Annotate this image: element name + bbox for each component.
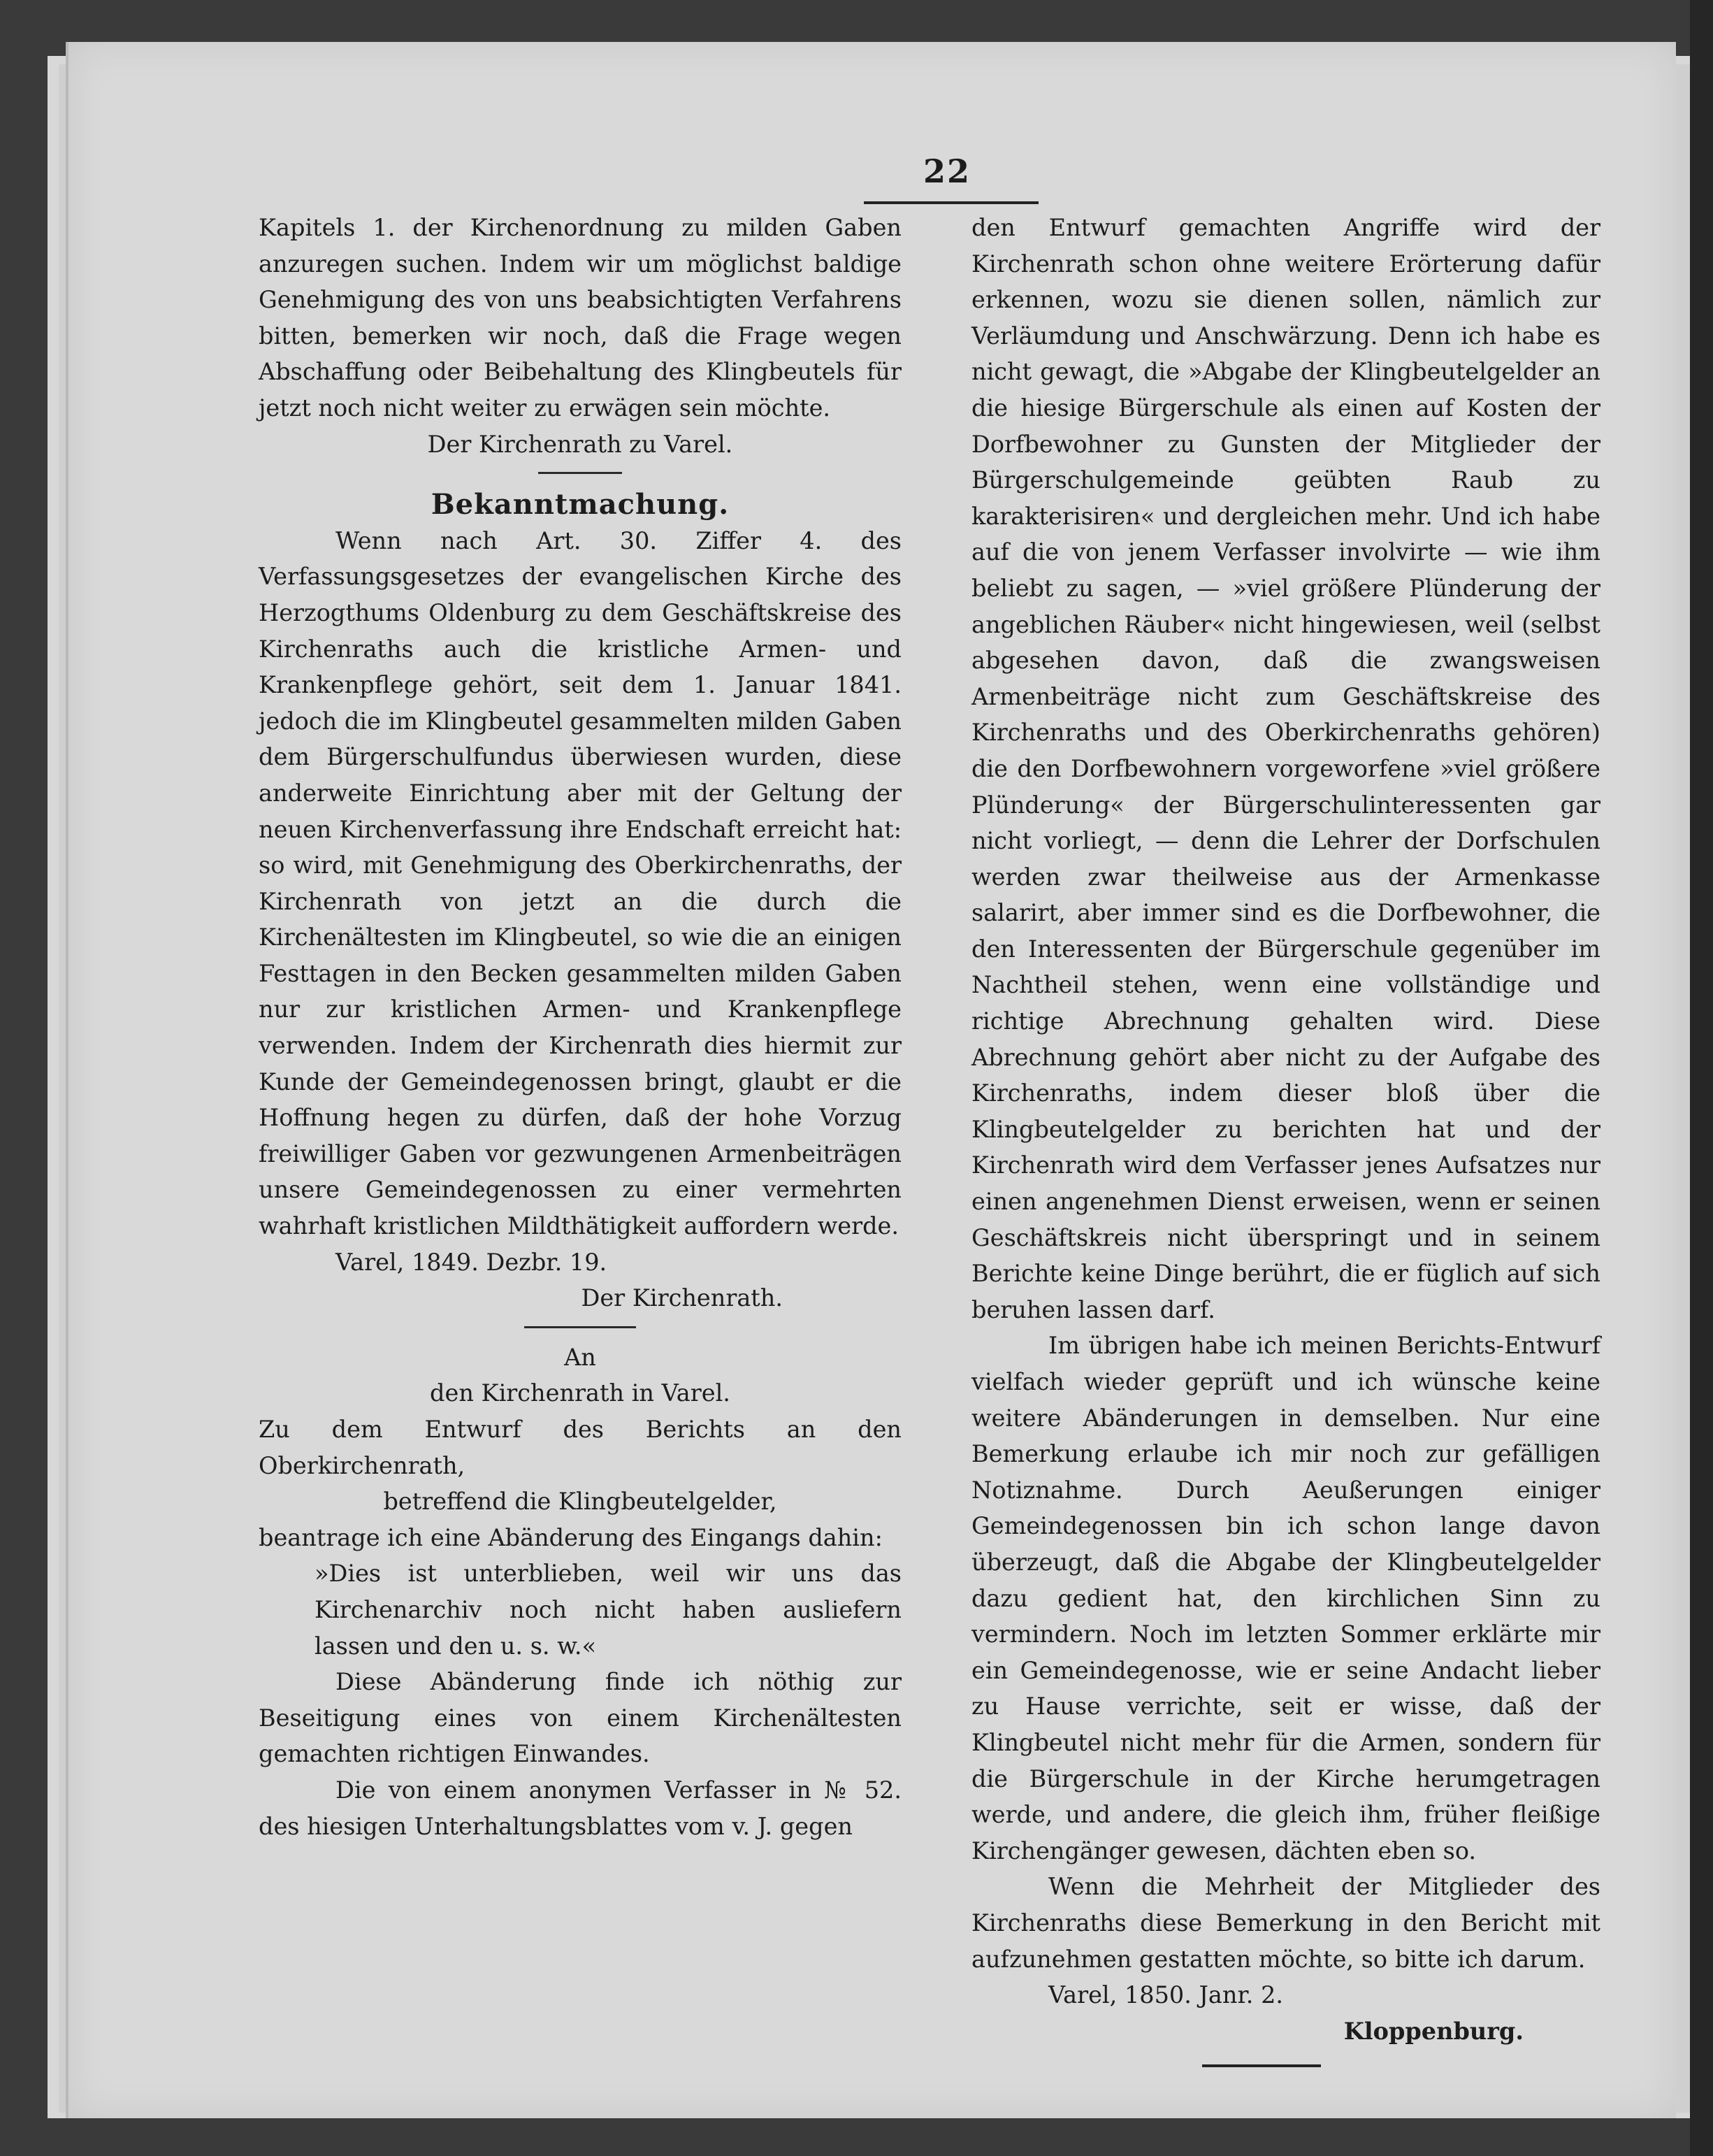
quoted-amendment: »Dies ist unterblieben, weil wir uns das Kirchenarchiv noch nicht haben ausliefern lassen und den u. s. w.« — [315, 1560, 902, 1660]
continuation-paragraph: den Entwurf gemachten Angriffe wird der Kirchenrath schon ohne weitere Erörterung dafür erkennen, wozu sie dienen sollen, nämlich zur Verläumdung und Anschwärzung. Denn ich habe es nicht gewagt, die »Abgabe der Klingbeutelgelder an die hiesige Bürgerschule als einen auf Kosten der Dorfbewohner zu Gunsten der Mitglieder der Bürgerschulgemeinde geübten Raub zu karakterisiren« und dergleichen mehr. Und ich habe auf die von jenem Verfasser involvirte — wie ihm beliebt zu sagen, — »viel größere Plünderung der angeblichen Räuber« nicht hingewiesen, weil (selbst abgesehen davon, daß die zwangsweisen Armenbeiträge nicht zum Geschäftskreise des Kirchenraths und des Oberkirchenraths gehören) die den Dorfbewohnern vorgeworfene »viel größere Plünderung« der Bürgerschulinteressenten gar nicht vorliegt, — denn die Lehrer der Dorfschulen werden zwar theilweise aus der Armenkasse salarirt, aber immer sind es die Dorfbewohner, die den Interessenten der Bürgerschule gegenüber im Nachtheil stehen, wenn eine vollständige und richtige Abrechnung gehalten wird. Diese Abrechnung gehört aber nicht zu der Aufgabe des Kirchenraths, indem dieser bloß über die Klingbeutelgelder zu berichten hat und der Kirchenrath wird dem Verfasser jenes Aufsatzes nur einen angenehmen Dienst erweisen, wenn er seinen Geschäftskreis nicht überspringt und in seinem Berichte keine Dinge berührt, die er füglich auf sich beruhen lassen darf. — [971, 214, 1600, 1323]
request-paragraph: Wenn die Mehrheit der Mitglieder des Kirchenraths diese Bemerkung in den Bericht mit aufzunehmen gestatten möchte, so bitte ich darum. — [971, 1873, 1600, 1973]
announcement-heading: Bekanntmachung. — [431, 488, 730, 522]
signature-kirchenrath-varel: Der Kirchenrath zu Varel. — [427, 430, 733, 458]
page-number-rule — [864, 201, 1039, 204]
letter-signature: Kloppenburg. — [1343, 2017, 1524, 2045]
closing-rule — [1202, 2064, 1321, 2067]
page-number: 22 — [923, 152, 971, 190]
announcement-body: Wenn nach Art. 30. Ziffer 4. des Verfassungsgesetzes der evangelischen Kirche des Herzogthums Oldenburg zu dem Geschäftskreise des Kirchenraths auch die kristliche Armen- und Krankenpflege gehört, seit dem 1. Januar 1841. jedoch die im Klingbeutel gesammelten milden Gaben dem Bürgerschulfundus überwiesen wurden, diese anderweite Einrichtung aber mit der Geltung der neuen Kirchenverfassung ihre Endschaft erreicht hat: so wird, mit Genehmigung des Oberkirchenraths, der Kirchenrath von jetzt an die durch die Kirchenältesten im Klingbeutel, so wie die an einigen Festtagen in den Becken gesammelten milden Gaben nur zur kristlichen Armen- und Krankenpflege verwenden. Indem der Kirchenrath dies hiermit zur Kunde der Gemeindegenossen bringt, glaubt er die Hoffnung hegen zu dürfen, daß der hohe Vorzug freiwilliger Gaben vor gezwungenen Armenbeiträgen unsere Gemeindegenossen zu einer vermehrten wahrhaft kristlichen Mildthätigkeit auffordern werde. — [259, 526, 902, 1240]
intro-line-2: betreffend die Klingbeutelgelder, — [383, 1488, 777, 1516]
right-column — [971, 210, 1600, 2067]
scan-border — [1690, 0, 1713, 2156]
section-divider-2 — [524, 1326, 636, 1328]
left-column — [259, 210, 902, 1844]
address-line-1: An — [564, 1343, 596, 1371]
opening-paragraph: Kapitels 1. der Kirchenordnung zu milden Gaben anzuregen suchen. Indem wir um möglichst baldige Genehmigung des von uns beabsichtigten Verfahrens bitten, bemerken wir noch, daß die Frage wegen Abschaffung oder Beibehaltung des Klingbeutels für jetzt noch nicht weiter zu erwägen sein möchte. — [259, 214, 902, 422]
remark-paragraph: Im übrigen habe ich meinen Berichts-Entwurf vielfach wieder geprüft und ich wünsche keine weitere Abänderungen in demselben. Nur eine Bemerkung erlaube ich mir noch zur gefälligen Notiznahme. Durch Aeußerungen einiger Gemeindegenossen bin ich schon lange davon überzeugt, daß die Abgabe der Klingbeutelgelder dazu gedient hat, den kirchlichen Sinn zu vermindern. Noch im letzten Sommer erklärte mir ein Gemeindegenosse, wie er seine Andacht lieber zu Hause verrichte, seit er wisse, daß der Klingbeutel nicht mehr für die Armen, sondern für die Bürgerschule in der Kirche herumgetragen werde, und andere, die gleich ihm, früher fleißige Kirchengänger gewesen, dächten eben so. — [971, 1332, 1600, 1864]
announcement-signature: Der Kirchenrath. — [581, 1284, 783, 1312]
amendment-reason: Diese Abänderung finde ich nöthig zur Beseitigung eines von einem Kirchenältesten gemachten richtigen Einwandes. — [259, 1668, 902, 1768]
letter-date: Varel, 1850. Janr. 2. — [1048, 1981, 1284, 2009]
anonymous-author-paragraph: Die von einem anonymen Verfasser in № 52. des hiesigen Unterhaltungsblattes vom v. J. gegen — [259, 1776, 902, 1840]
announcement-date: Varel, 1849. Dezbr. 19. — [335, 1248, 607, 1276]
intro-line-3: beantrage ich eine Abänderung des Eingangs dahin: — [259, 1523, 883, 1551]
section-divider — [538, 472, 622, 474]
address-line-2: den Kirchenrath in Varel. — [430, 1379, 730, 1407]
intro-line-1: Zu dem Entwurf des Berichts an den Oberkirchenrath, — [259, 1416, 902, 1479]
